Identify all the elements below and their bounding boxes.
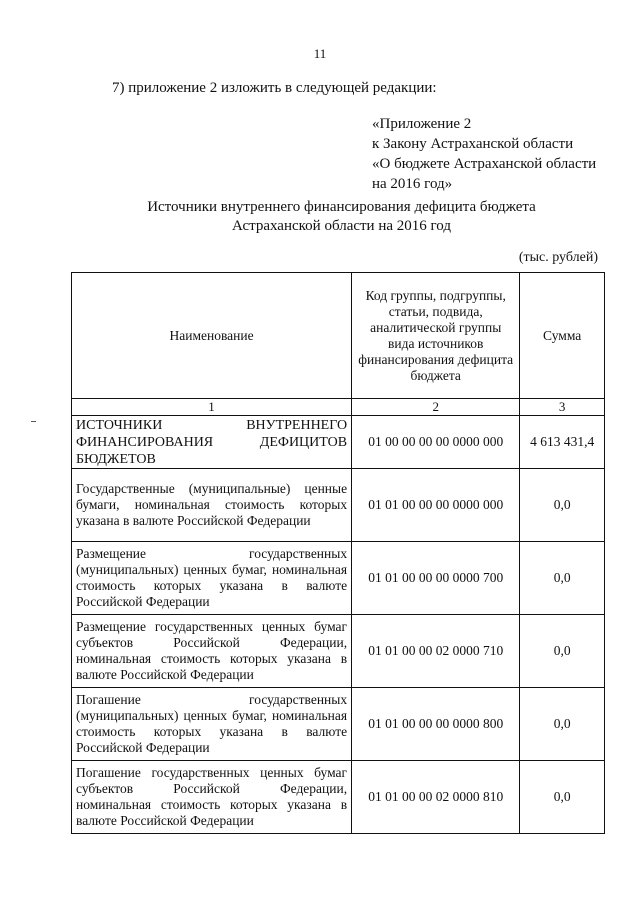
appendix-line-1: «Приложение 2 — [372, 116, 472, 132]
amendment-intro: 7) приложение 2 изложить в следующей редакции: — [112, 80, 437, 96]
row-name: Размещение государственных ценных бумаг субъектов Российской Федерации, номинальная стоимость которых указана в валюте Российской Федерации — [72, 615, 352, 688]
row-sum: 0,0 — [520, 469, 605, 542]
table-row — [72, 615, 605, 688]
table-row — [72, 416, 605, 469]
table-row — [72, 688, 605, 761]
row-name: Погашение государственных ценных бумаг субъектов Российской Федерации, номинальная стоимость которых указана в валюте Российской Федерации — [72, 761, 352, 834]
appendix-line-4: на 2016 год» — [372, 176, 453, 192]
row-code: 01 01 00 00 00 0000 800 — [352, 688, 520, 761]
row-code: 01 01 00 00 00 0000 000 — [352, 469, 520, 542]
header-code: Код группы, подгруппы, статьи, подвида, аналитической группы вида источников финансирования дефицита бюджета — [352, 273, 520, 399]
table-row — [72, 542, 605, 615]
row-sum: 4 613 431,4 — [520, 416, 605, 469]
row-name: Погашение государственных (муниципальных) ценных бумаг, номинальная стоимость которых указана в валюте Российской Федерации — [72, 688, 352, 761]
document-title — [0, 198, 640, 236]
appendix-reference — [372, 114, 596, 194]
title-line-2: Астраханской области на 2016 год — [231, 218, 452, 234]
financing-sources-table — [71, 272, 605, 834]
row-name: Государственные (муниципальные) ценные бумаги, номинальная стоимость которых указана в валюте Российской Федерации — [72, 469, 352, 542]
unit-label: (тыс. рублей) — [518, 250, 598, 265]
appendix-line-3: «О бюджете Астраханской области — [372, 156, 597, 172]
column-number-3: 3 — [520, 399, 605, 416]
row-code: 01 01 00 00 02 0000 710 — [352, 615, 520, 688]
table-row — [72, 761, 605, 834]
row-name: ИСТОЧНИКИ ВНУТРЕННЕГО ФИНАНСИРОВАНИЯ ДЕФИЦИТОВ БЮДЖЕТОВ — [72, 416, 352, 469]
row-name: Размещение государственных (муниципальных) ценных бумаг, номинальная стоимость которых указана в валюте Российской Федерации — [72, 542, 352, 615]
row-code: 01 01 00 00 00 0000 700 — [352, 542, 520, 615]
row-sum: 0,0 — [520, 542, 605, 615]
header-sum: Сумма — [520, 273, 605, 399]
table-row — [72, 469, 605, 542]
appendix-line-2: к Закону Астраханской области — [372, 136, 574, 152]
column-number-row — [72, 399, 605, 416]
row-code: 01 00 00 00 00 0000 000 — [352, 416, 520, 469]
page-number: 11 — [313, 46, 327, 61]
row-code: 01 01 00 00 02 0000 810 — [352, 761, 520, 834]
column-number-1: 1 — [72, 399, 352, 416]
header-name: Наименование — [72, 273, 352, 399]
margin-mark — [31, 421, 36, 422]
row-sum: 0,0 — [520, 615, 605, 688]
table-header-row — [72, 273, 605, 399]
row-sum: 0,0 — [520, 688, 605, 761]
row-sum: 0,0 — [520, 761, 605, 834]
title-line-1: Источники внутреннего финансирования дефицита бюджета — [147, 199, 536, 215]
column-number-2: 2 — [352, 399, 520, 416]
